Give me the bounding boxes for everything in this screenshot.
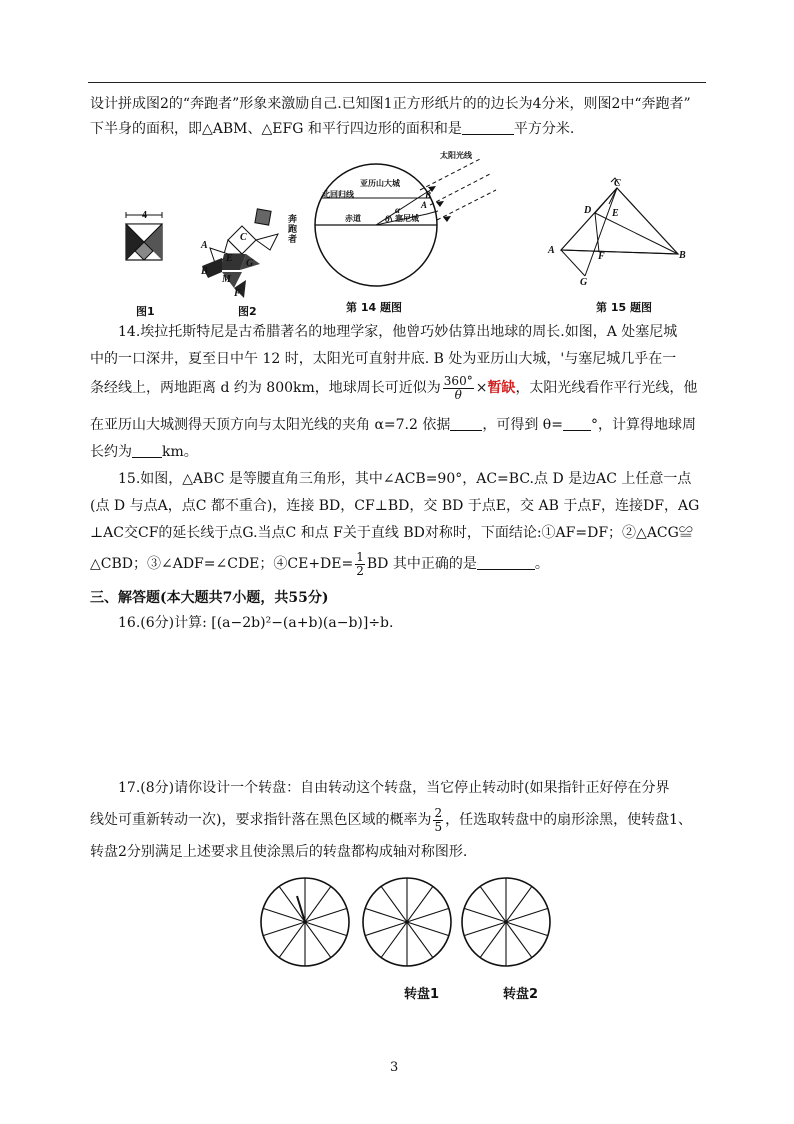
q15-line2: (点 D 与点A，点C 都不重合)，连接 BD，CF⊥BD，交 BD 于点E，交 AB 于点F，连接DF，AG [90,498,700,514]
q14-line2: 中的一口深井，夏至日中午 12 时，太阳光可直射井底. B 处为亚历山大城，'与塞尼城几乎在一 [90,351,677,367]
fig2-point-a: A [201,240,208,251]
fig15-point-a: A [548,245,555,256]
q14-line3 [90,374,706,402]
fraction-denominator: θ [454,387,462,402]
theta-label: θ [385,214,390,224]
fig2-point-b: B [201,266,208,277]
section-heading: 三、解答题(本大题共7小题，共55分) [90,590,329,606]
page-number: 3 [390,1060,399,1075]
q17-line2 [90,806,706,834]
wheel1-caption: 转盘1 [404,987,440,1002]
wheel2-caption: 转盘2 [503,987,539,1002]
fig14-earth-diagram [312,150,502,300]
q14-text: °，计算得地球周 [590,417,696,433]
q15-line4 [90,550,706,578]
fig2-point-g: G [246,258,254,269]
fig15-point-g: G [580,277,588,288]
fig14-caption: 第 14 题图 [346,301,402,314]
q14-fraction [443,375,474,402]
wheel-1 [363,878,451,966]
fraction-denominator: 5 [434,819,443,834]
fraction-denominator: 2 [356,563,364,578]
example-wheel [261,878,349,966]
answer-blank [462,118,514,135]
q15-text: 。 [534,556,549,572]
fig15-triangle [555,178,685,298]
tropic-label: 北回归线 [322,190,354,199]
q17-line3: 转盘2分别满足上述要求且使涂黑后的转盘都构成轴对称图形. [90,844,468,860]
fraction-numerator: 1 [356,549,364,564]
fig2-point-c: C [240,232,247,243]
fraction-numerator: 2 [434,805,443,820]
equator-label: 赤道 [345,214,361,223]
fig2-point-f: F [234,288,241,299]
fraction-numerator: 360° [443,373,473,388]
alpha-label: α [395,205,400,215]
q15-fraction [355,551,365,578]
q14-text: 在亚历山大城测得天顶方向与太阳光线的夹角 α=7.2 依据 [90,417,451,433]
answer-blank [563,414,591,431]
q14-line1: 14.埃拉托斯特尼是古希腊著名的地理学家，他曾巧妙估算出地球的周长.如图，A 处塞尼城 [118,324,678,340]
q14-line4 [90,411,706,439]
fig14-point-b: B [425,190,432,200]
q15-text: △CBD；③∠ADF=∠CDE；④CE+DE= [90,556,354,572]
q13-text: 下半身的面积，即△ABM、△EFG 和平行四边形的面积和是 [90,121,462,137]
q15-line1: 15.如图，△ABC 是等腰直角三角形，其中∠ACB=90°，AC=BC.点 D 是边AC 上任意一点 [118,471,692,487]
fig14-point-a: A [421,200,428,210]
fig2-point-e: E [226,253,233,264]
q14-text: 长约为 [90,444,132,460]
fig15-point-b: B [679,250,686,261]
fig15-point-c: C [614,178,621,189]
sunlight-label: 太阳光线 [440,151,472,160]
fig15-point-f: F [598,251,605,262]
q14-text: ，太阳光线看作平行光线，他 [515,380,698,396]
fig15-point-d: D [584,205,592,216]
fig15-point-e: E [612,208,619,219]
q13-continuation-line1: 设计拼成图2的“奔跑者”形象来激励自己.已知图1正方形纸片的的边长为4分米，则图2中“奔跑者” [90,96,691,112]
syene-label: 塞尼城 [395,214,419,223]
q17-text: 线处可重新转动一次)，要求指针落在黑色区域的概率为 [90,812,432,828]
fig2-point-m: M [222,274,231,285]
q17-fraction [433,807,443,834]
fig2-runner [200,208,290,303]
missing-marker: 暂缺 [487,380,516,396]
q15-text: BD 其中正确的是 [366,556,477,572]
q13-continuation-line2 [90,115,706,143]
alexandria-label: 亚历山大城 [360,179,400,188]
fig15-caption: 第 15 题图 [596,301,652,314]
fig1-caption: 图1 [136,305,155,318]
spinner-wheels [260,872,540,972]
q14-text: km。 [162,444,198,460]
fig2-caption: 图2 [238,305,257,318]
q13-unit: 平方分米. [513,121,575,137]
q14-text: ，可得到 θ= [482,417,563,433]
spinner-pointer [297,896,305,922]
q14-line5 [90,438,706,466]
q14-text: 条经线上，两地距离 d 约为 800km，地球周长可近似为 [90,380,441,396]
fig1-side-label: 4 [142,210,147,221]
q16-text: 16.(6分)计算: [(a−2b)²−(a+b)(a−b)]÷b. [118,615,394,631]
header-rule [88,82,706,83]
q17-line1: 17.(8分)请你设计一个转盘：自由转动这个转盘，当它停止转动时(如果指针正好停在分界 [118,780,670,796]
times-sign: × [475,380,488,396]
wheel-2 [462,878,550,966]
answer-blank [132,441,162,458]
runner-label: 奔跑者 [288,215,298,245]
q15-line3: ⊥AC交CF的延长线于点G.当点C 和点 F关于直线 BD对称时，下面结论:①AF=DF；②△ACG≌ [90,525,693,541]
answer-blank [477,553,535,570]
answer-blank [450,414,482,431]
q17-text: ，任选取转盘中的扇形涂黑，使转盘1、 [445,812,693,828]
fig1-tangram [124,212,164,292]
